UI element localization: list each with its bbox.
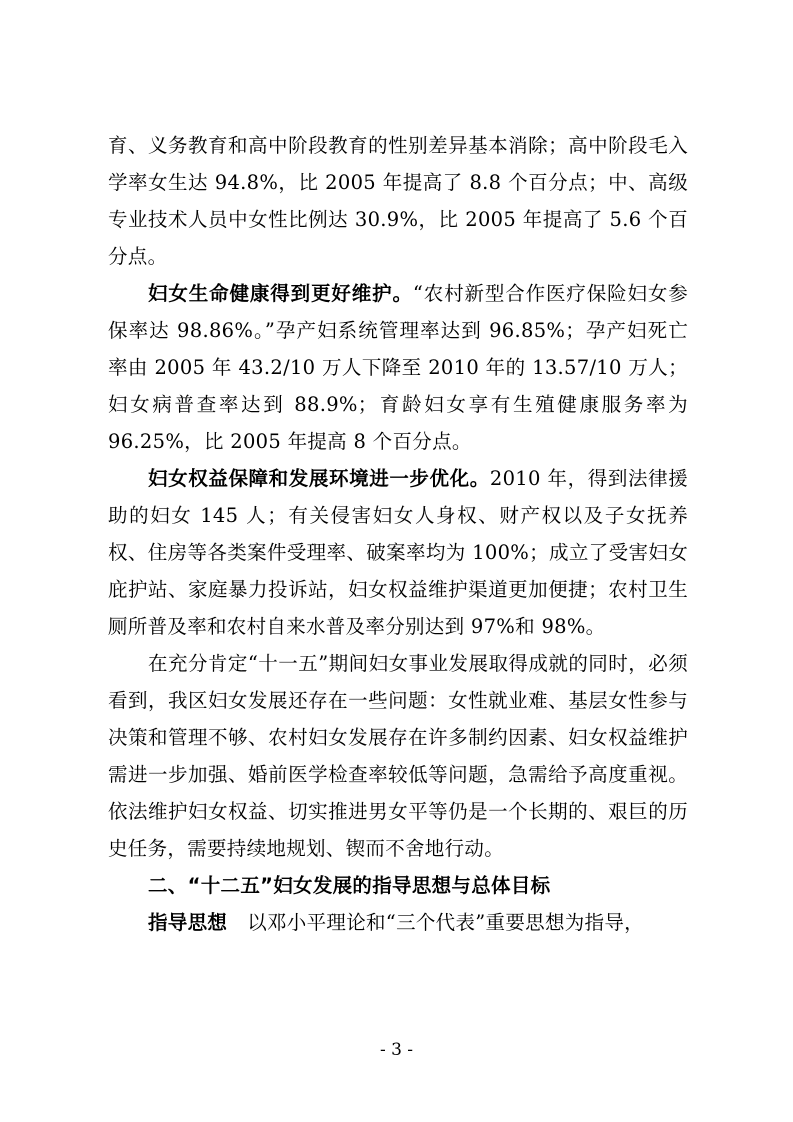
paragraph-rights — [108, 460, 688, 645]
paragraph-rights-lead: 妇女权益保障和发展环境进一步优化。 — [148, 467, 490, 490]
paragraph-education: 育、义务教育和高中阶段教育的性别差异基本消除；高中阶段毛入学率女生达 94.8%，比 2005 年提高了 8.8 个百分点；中、高级专业技术人员中女性比例达 30.9%，比 2005 年提高了 5.6 个百分点。 — [108, 134, 688, 268]
page-number: - 3 - — [379, 1040, 414, 1060]
paragraph-health-text: “农村新型合作医疗保险妇女参保率达 98.86%。”孕产妇系统管理率达到 96.85%；孕产妇死亡率由 2005 年 43.2/10 万人下降至 2010 年的 13.57/10 万人；妇女病普查率达到 88.9%；育龄妇女享有生殖健康服务率为 96.25%，比 2005 年提高 8 个百分点。 — [108, 282, 689, 453]
paragraph-health — [108, 275, 688, 460]
paragraph-guiding-thought — [108, 904, 688, 941]
paragraph-rights-text: 2010 年，得到法律援助的妇女 145 人；有关侵害妇女人身权、财产权以及子女抚养权、住房等各类案件受理率、破案率均为 100%；成立了受害妇女庇护站、家庭暴力投诉站，妇女权益维护渠道更加便捷；农村卫生厕所普及率和农村自来水普及率分别达到 97%和 98%。 — [108, 467, 688, 638]
document-body — [108, 127, 688, 941]
paragraph-problems: 在充分肯定“十一五”期间妇女事业发展取得成就的同时，必须看到，我区妇女发展还存在一些问题：女性就业难、基层女性参与决策和管理不够、农村妇女发展存在许多制约因素、妇女权益维护需进一步加强、婚前医学检查率较低等问题，急需给予高度重视。依法维护妇女权益、切实推进男女平等仍是一个长期的、艰巨的历史任务，需要持续地规划、锲而不舍地行动。 — [108, 652, 688, 860]
paragraph-guiding-thought-text: 以邓小平理论和“三个代表”重要思想为指导， — [247, 911, 644, 934]
paragraph-guiding-thought-lead: 指导思想 — [148, 911, 228, 934]
paragraph-health-lead: 妇女生命健康得到更好维护。 — [148, 282, 413, 305]
section-heading: 二、“十二五”妇女发展的指导思想与总体目标 — [148, 874, 551, 897]
